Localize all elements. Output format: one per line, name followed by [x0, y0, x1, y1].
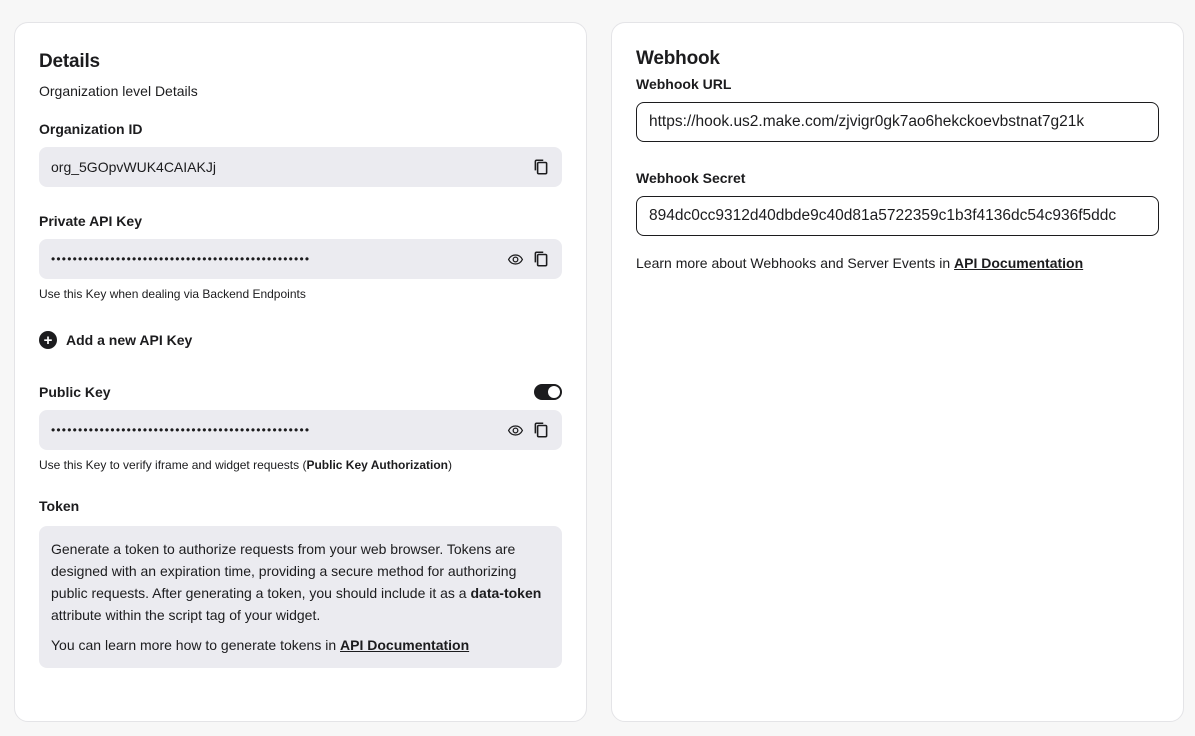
public-key-toggle[interactable]	[534, 384, 562, 400]
webhook-url-label: Webhook URL	[636, 76, 732, 92]
org-id-field	[39, 147, 562, 187]
hint-bold: Public Key Authorization	[306, 458, 449, 472]
eye-icon[interactable]	[507, 251, 524, 268]
hint-text: Use this Key to verify iframe and widget requests (	[39, 458, 307, 472]
private-key-label: Private API Key	[39, 213, 142, 229]
webhook-secret-label: Webhook Secret	[636, 170, 746, 186]
org-id-label: Organization ID	[39, 121, 143, 137]
text: attribute within the script tag of your widget.	[51, 607, 321, 623]
webhook-title: Webhook	[636, 48, 720, 69]
webhook-secret-input[interactable]: 894dc0cc9312d40dbde9c40d81a5722359c1b3f4136dc54c936f5ddc	[636, 196, 1159, 236]
public-key-masked: ••••••••••••••••••••••••••••••••••••••••••••••••	[51, 423, 311, 437]
plus-circle-icon: +	[39, 331, 57, 349]
webhook-card	[611, 22, 1184, 722]
webhook-learn-more	[636, 255, 1159, 271]
add-api-key-button[interactable]	[39, 331, 562, 349]
copy-icon[interactable]	[532, 421, 550, 439]
public-key-hint	[39, 458, 562, 472]
public-key-label: Public Key	[39, 384, 111, 400]
copy-icon[interactable]	[532, 250, 550, 268]
details-subtitle: Organization level Details	[39, 83, 198, 99]
copy-icon[interactable]	[532, 158, 550, 176]
private-key-masked: ••••••••••••••••••••••••••••••••••••••••••••••••	[51, 252, 311, 266]
private-key-hint: Use this Key when dealing via Backend Endpoints	[39, 287, 306, 301]
webhook-url-input[interactable]: https://hook.us2.make.com/zjvigr0gk7ao6hekckoevbstnat7g21k	[636, 102, 1159, 142]
eye-icon[interactable]	[507, 422, 524, 439]
org-id-value: org_5GOpvWUK4CAIAKJj	[51, 159, 216, 175]
public-key-field	[39, 410, 562, 450]
hint-text: )	[448, 458, 453, 472]
details-title: Details	[39, 51, 100, 72]
add-api-key-label: Add a new API Key	[66, 332, 193, 348]
public-key-header	[39, 382, 562, 402]
token-label: Token	[39, 498, 80, 514]
details-card	[14, 22, 587, 722]
text: Learn more about Webhooks and Server Events in	[636, 255, 955, 271]
text: Generate a token to authorize requests from your web browser. Tokens are designed with an expiration time, providing a secure method for authorizing public requests. After generating a token, you should include it as a	[51, 541, 517, 601]
token-info-box	[39, 526, 562, 668]
private-key-field	[39, 239, 562, 279]
text: You can learn more how to generate tokens in	[51, 637, 341, 653]
token-learn-more	[51, 634, 550, 656]
text-bold: data-token	[470, 585, 542, 601]
token-description	[51, 538, 550, 626]
api-documentation-link[interactable]: API Documentation	[954, 255, 1084, 271]
api-documentation-link[interactable]: API Documentation	[340, 637, 470, 653]
